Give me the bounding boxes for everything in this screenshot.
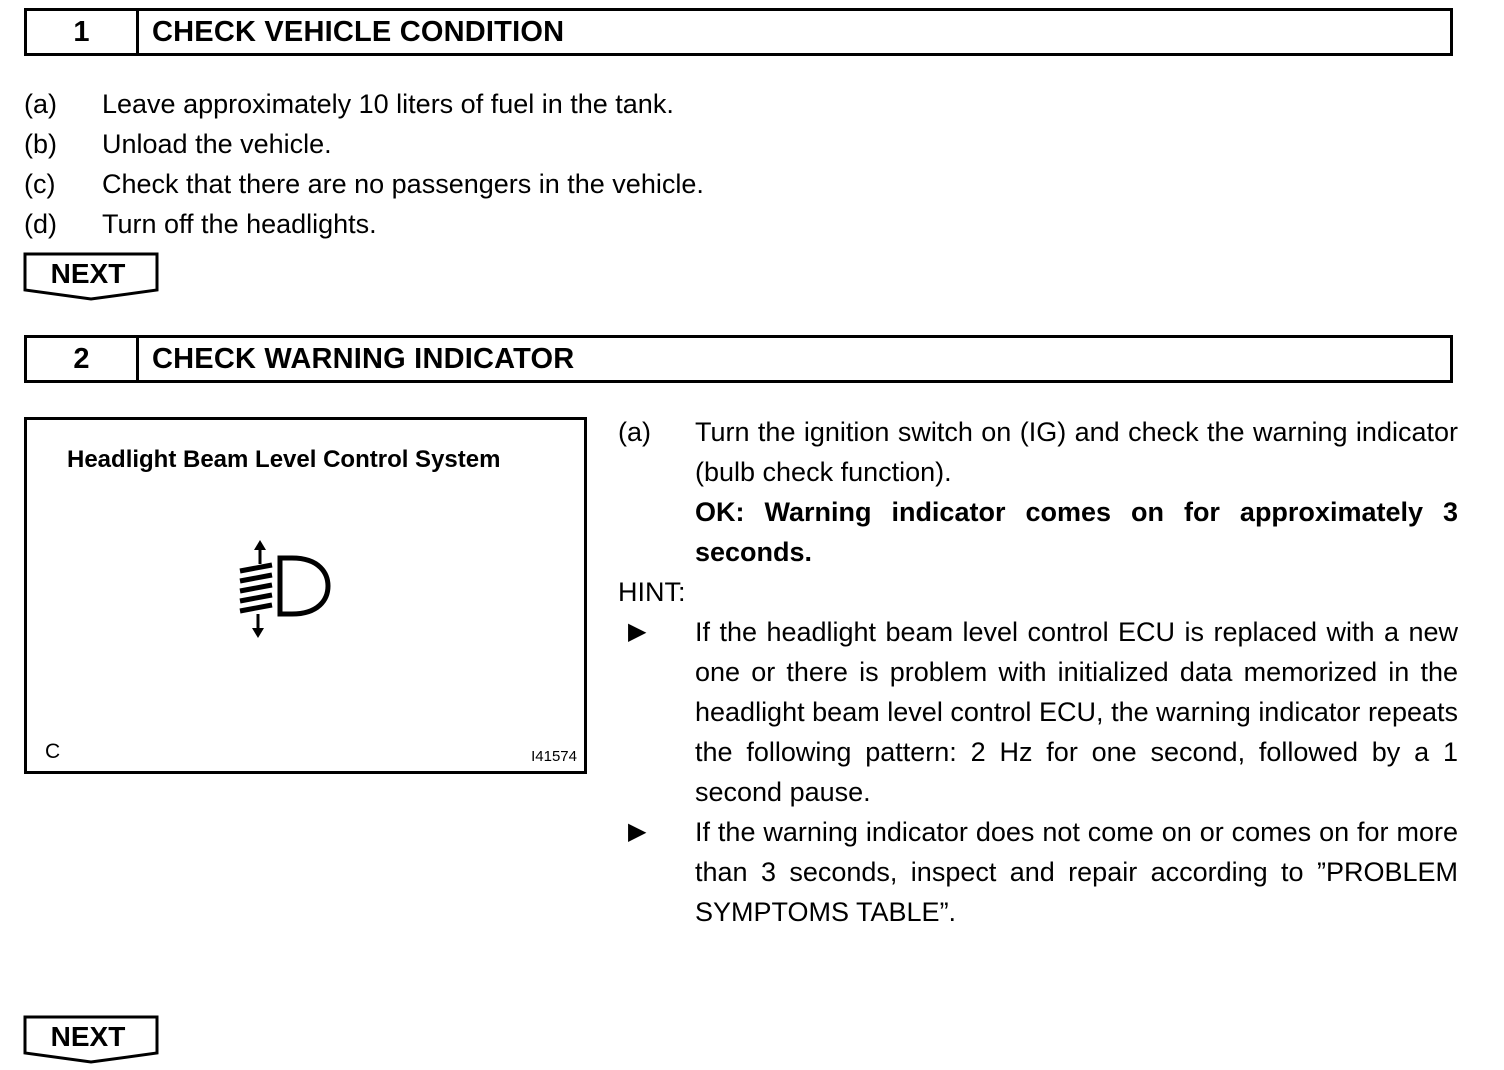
item-label: (d) (24, 208, 57, 239)
list-item (24, 164, 704, 204)
item-label: (c) (24, 168, 56, 199)
next-button-label: NEXT (50, 258, 126, 289)
list-item (24, 204, 704, 244)
hint-text: If the headlight beam level control ECU is replaced with a new one or there is problem with initialized data memorized in the headlight beam level control ECU, the warning indicator repeats the following pattern: 2 Hz for one second, followed by a 1 second pause. (695, 617, 1458, 807)
hint-label: HINT: (618, 577, 686, 607)
step-number: 1 (27, 11, 139, 53)
figure-id: I41574 (531, 748, 577, 765)
figure-title: Headlight Beam Level Control System (67, 446, 501, 473)
next-button-label: NEXT (50, 1021, 126, 1052)
next-button[interactable] (23, 252, 161, 302)
item-text: Unload the vehicle. (102, 128, 332, 159)
item-text: Turn the ignition switch on (IG) and check the warning indicator (bulb check function). (695, 417, 1458, 487)
hint-item (618, 612, 1458, 812)
step-1-header (24, 8, 1453, 56)
step-title: CHECK WARNING INDICATOR (152, 342, 575, 375)
instruction-a (618, 412, 1458, 572)
hint-text: If the warning indicator does not come on or comes on for more than 3 seconds, inspect and repair according to ”PROBLEM SYMPTOMS TABLE”. (695, 817, 1458, 927)
item-label: (b) (24, 128, 57, 159)
figure-corner-label: C (45, 740, 61, 763)
hint-item (618, 812, 1458, 932)
item-text: Turn off the headlights. (102, 208, 377, 239)
next-button[interactable] (23, 1015, 161, 1065)
item-label: (a) (618, 417, 651, 447)
triangle-bullet-icon: ▶ (628, 818, 647, 845)
illustration-figure (24, 417, 587, 774)
list-item (24, 84, 704, 124)
triangle-bullet-icon: ▶ (628, 618, 647, 645)
step-2-header (24, 335, 1453, 383)
list-item (24, 124, 704, 164)
step-title: CHECK VEHICLE CONDITION (152, 15, 565, 48)
ok-criteria: OK: Warning indicator comes on for approximately 3 seconds. (695, 497, 1458, 567)
item-text: Leave approximately 10 liters of fuel in the tank. (102, 88, 674, 119)
step-number: 2 (27, 338, 139, 380)
step-2-instructions (618, 412, 1458, 932)
step-1-list (24, 84, 704, 244)
headlight-beam-level-icon (232, 538, 342, 653)
item-label: (a) (24, 88, 57, 119)
item-text: Check that there are no passengers in the vehicle. (102, 168, 704, 199)
